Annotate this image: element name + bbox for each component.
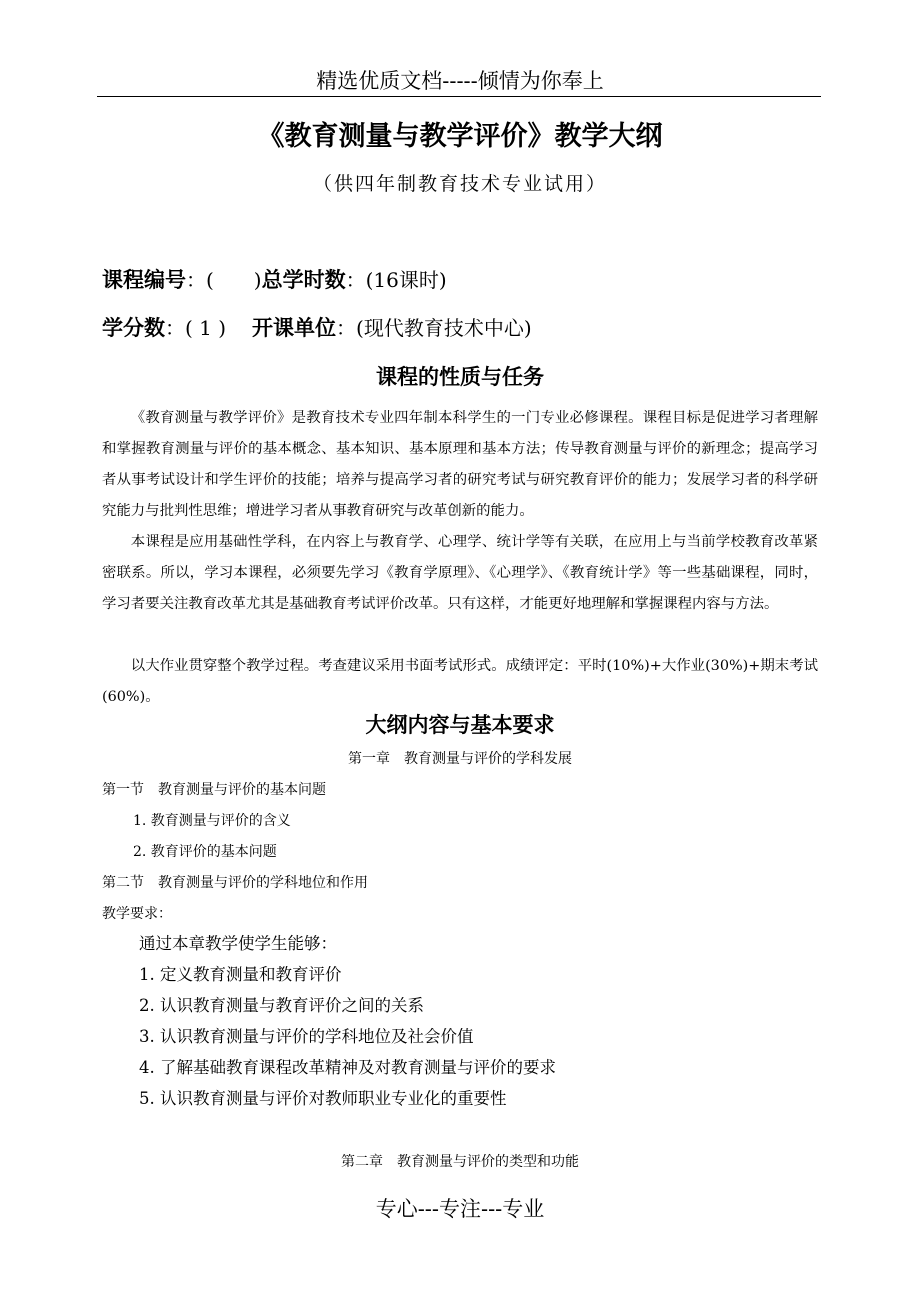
course-code-hours-line (102, 263, 447, 297)
nature-section-heading: 课程的性质与任务 (376, 365, 544, 389)
requirement-item-3: 3. 认识教育测量与评价的学科地位及社会价值 (139, 1027, 474, 1046)
credits-unit-line (102, 311, 532, 345)
chapter-1-title: 第一章 教育测量与评价的学科发展 (348, 751, 572, 767)
requirements-intro: 通过本章教学使学生能够： (139, 934, 337, 953)
page-footer: 专心---专注---专业 (375, 1197, 545, 1221)
section-1-item-1: 1. 教育测量与评价的含义 (133, 813, 291, 829)
course-code-value: ：( ) (186, 268, 262, 292)
requirement-item-2: 2. 认识教育测量与教育评价之间的关系 (139, 996, 424, 1015)
requirement-item-5: 5. 认识教育测量与评价对教师职业专业化的重要性 (139, 1089, 507, 1108)
chapter-1-section-2: 第二节 教育测量与评价的学科地位和作用 (102, 875, 368, 891)
total-hours-label: 总学时数 (261, 268, 346, 292)
section-1-item-2: 2. 教育评价的基本问题 (133, 844, 277, 860)
requirement-item-1: 1. 定义教育测量和教育评价 (139, 965, 342, 984)
requirement-item-4: 4. 了解基础教育课程改革精神及对教育测量与评价的要求 (139, 1058, 556, 1077)
chapter-1-section-1: 第一节 教育测量与评价的基本问题 (102, 782, 326, 798)
header-rule (97, 96, 821, 97)
page-header: 精选优质文档-----倾情为你奉上 (316, 69, 604, 93)
outline-section-heading: 大纲内容与基本要求 (365, 713, 555, 737)
nature-paragraph-3: 以大作业贯穿整个教学过程。考查建议采用书面考试形式。成绩评定：平时(10%)+大作业(30%)+期末考试(60%)。 (102, 658, 818, 705)
credits-value: ：( 1 ) (165, 316, 227, 340)
document-subtitle: （供四年制教育技术专业试用） (312, 173, 607, 195)
teaching-unit-label: 开课单位 (252, 316, 337, 340)
teaching-requirements-label: 教学要求： (102, 906, 172, 922)
teaching-unit-value: ：(现代教育技术中心) (336, 316, 532, 340)
chapter-2-title: 第二章 教育测量与评价的类型和功能 (341, 1154, 579, 1170)
nature-paragraph-2: 本课程是应用基础性学科，在内容上与教育学、心理学、统计学等有关联，在应用上与当前学校教育改革紧密联系。所以，学习本课程，必须要先学习《教育学原理》、《心理学》、《教育统计学》等一些基础课程，同时，学习者要关注教育改革尤其是基础教育考试评价改革。只有这样，才能更好地理解和掌握课程内容与方法。 (102, 534, 818, 612)
credits-label: 学分数 (102, 316, 165, 340)
course-code-label: 课程编号 (102, 268, 186, 292)
nature-paragraph-1: 《教育测量与教学评价》是教育技术专业四年制本科学生的一门专业必修课程。课程目标是促进学习者理解和掌握教育测量与评价的基本概念、基本知识、基本原理和基本方法；传导教育测量与评价的新理念；提高学习者从事考试设计和学生评价的技能；培养与提高学习者的研究考试与研究教育评价的能力；发展学习者的科学研究能力与批判性思维；增进学习者从事教育研究与改革创新的能力。 (102, 410, 818, 519)
document-title: 《教育测量与教学评价》教学大纲 (257, 121, 663, 152)
total-hours-value: ：(16课时) (345, 268, 447, 292)
